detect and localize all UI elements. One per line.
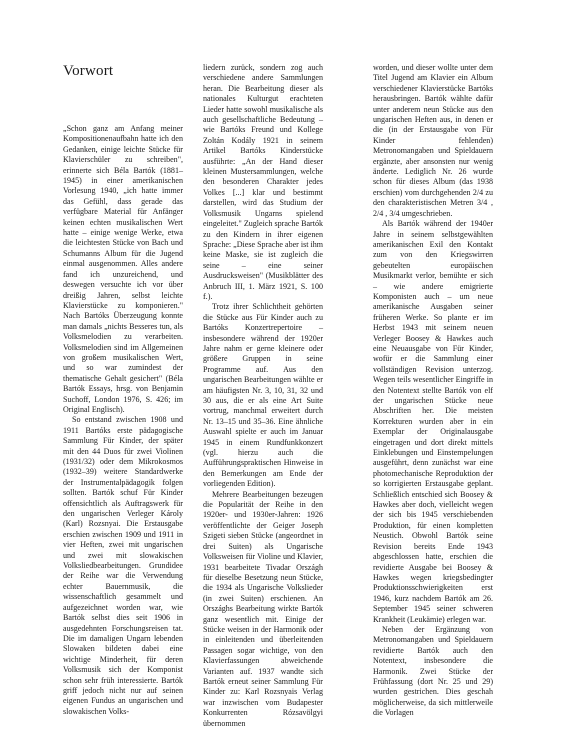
paragraph: Trotz ihrer Schlichtheit gehörten die Stücke aus Für Kinder auch zu Bartóks Konzertrepertoire – insbesondere während der 1920er Jahre nahm er gerne kleinere oder größere Gruppen in seine Programme auf. Aus den ungarischen Bearbeitungen wählte er am häufigsten Nr. 3, 10, 31, 32 und 30 aus, die er als eine Art Suite vortrug, manchmal erweitert durch Nr. 13–15 und 35–36. Eine ähnliche Auswahl spielte er auch im Januar 1945 in einem Rundfunkkonzert (vgl. hierzu auch die Aufführungspraktischen Hinweise in den Bemerkungen am Ende der vorliegenden Edition). — [203, 302, 323, 489]
paragraph: Als Bartók während der 1940er Jahre in seinem selbstgewählten amerikanischen Exil den Kontakt zum von den Kriegswirren gebeutelten europäischen Musikmarkt verlor, bemühte er sich – wie andere emigrierte Komponisten auch – um neue amerikanische Ausgaben seiner früheren Werke. So plante er im Herbst 1943 mit seinem neuen Verleger Boosey & Hawkes auch eine Neuausgabe von Für Kinder, wofür er die Sammlung einer vollständigen Revision unterzog. Wegen teils wesentlicher Eingriffe in den Notentext stellte Bartók von elf der ungarischen Stücke neue Abschriften her. Die meisten Korrekturen wurden aber in ein Exemplar der Originalausgabe eingetragen und dort direkt mittels Einklebungen und Einstempelungen ausgeführt, denn zunächst war eine photomechanische Reproduktion der so korrigierten Erstausgabe geplant. Schließlich entschied sich Boosey & Hawkes aber doch, vielleicht wegen der sich bis 1945 verschiebenden Produktion, für einen kompletten Neustich. Obwohl Bartók seine Revision bereits Ende 1943 abgeschlossen hatte, erschien die revidierte Ausgabe bei Boosey & Hawkes wegen kriegsbedingter Produktionsschwierigkeiten erst 1946, kurz nachdem Bartók am 26. September 1945 seiner schweren Krankheit (Leukämie) erlegen war. — [373, 219, 493, 624]
text-column-2 — [203, 63, 323, 729]
paragraph: Mehrere Bearbeitungen bezeugen die Popularität der Reihe in den 1920er- und 1930er-Jahren: 1926 veröffentlichte der Geiger Joseph Szigeti sieben Stücke (angeordnet in drei Suiten) als Ungarische Volksweisen für Violine und Klavier, 1931 bearbeitete Tivadar Országh für dieselbe Besetzung neun Stücke, die 1934 als Ungarische Volkslieder (in zwei Suiten) erschienen. An Országhs Bearbeitung wirkte Bartók ganz wesentlich mit. Einige der Stücke weisen in der Harmonik oder in einleitenden und überleitenden Passagen sogar wichtige, von den Klavierfassungen abweichende Varianten auf. 1937 wandte sich Bartók erneut seiner Sammlung Für Kinder zu: Karl Rozsnyais Verlag war inzwischen vom Budapester Konkurrenten Rózsavölgyi übernommen — [203, 489, 323, 728]
paragraph: „Schon ganz am Anfang meiner Kompositionenaufbahn hatte ich den Gedanken, einige leichte Stücke für Klavierschüler zu schreiben", erinnerte sich Béla Bartók (1881–1945) in einer amerikanischen Vorlesung 1940, „ich hatte immer das Gefühl, dass gerade das verfügbare Material für Anfänger keinen echten musikalischen Wert hatte – einige wenige Werke, etwa die leichtesten Stücke von Bach und Schumanns Album für die Jugend einmal ausgenommen. Alles andere fand ich unzureichend, und deswegen versuchte ich vor über dreißig Jahren, selbst leichte Klavierstücke zu komponieren." Nach Bartóks Überzeugung konnte man damals „nichts Besseres tun, als Volksmelodien zu verarbeiten. Volksmelodien sind im Allgemeinen von großem musikalischen Wert, und so war zumindest der thematische Gehalt gesichert" (Béla Bartók Essays, hrsg. von Benjamin Suchoff, London 1976, S. 426; im Original Englisch). — [63, 124, 183, 414]
page-title: Vorwort — [63, 63, 114, 79]
text-column-1 — [63, 124, 183, 717]
paragraph: Neben der Ergänzung von Metronomangaben und Spieldauern revidierte Bartók auch den Notentext, insbesondere die Harmonik. Zwei Stücke der Frühfassung (dort Nr. 25 und 29) wurden gestrichen. Dies geschah möglicherweise, da sich mittlerweile die Vorlagen — [373, 624, 493, 718]
paragraph: So entstand zwischen 1908 und 1911 Bartóks erste pädagogische Sammlung Für Kinder, der später mit den 44 Duos für zwei Violinen (1931/32) oder dem Mikrokosmos (1932–39) weitere Standardwerke der Instrumentalpädagogik folgen sollten. Bartók schuf Für Kinder offensichtlich als Auftragswerk für den ungarischen Verleger Károly (Karl) Rozsnyai. Die Erstausgabe erschien zwischen 1909 und 1911 in vier Heften, zwei mit ungarischen und zwei mit slowakischen Volksliedbearbeitungen. Grundidee der Reihe war die Verwendung echter Bauernmusik, die wissenschaftlich gesammelt und aufgezeichnet worden war, wie Bartók selbst dies seit 1906 in ausgedehnten Forschungsreisen tat. Die im damaligen Ungarn lebenden Slowaken bildeten dabei eine wichtige Minderheit, für deren Volksmusik sich der Komponist schon sehr früh interessierte. Bartók griff jedoch nicht nur auf seinen eigenen Fundus an ungarischen und slowakischen Volks- — [63, 415, 183, 716]
paragraph: liedern zurück, sondern zog auch verschiedene andere Sammlungen heran. Die Bearbeitung dieser als nationales Kulturgut erachteten Lieder hatte sowohl musikalische als auch gesellschaftliche Bedeutung – wie Bartóks Freund und Kollege Zoltán Kodály 1921 in seinem Artikel Bartóks Kinderstücke ausführte: „An der Hand dieser kleinen Mustersammlungen, welche den besonderen Charakter jedes Volkes [...] klar und bestimmt darstellen, wird das Studium der Volksmusik Ungarns spielend eingeleitet." Zugleich sprache Bartók zu den Kindern in ihrer eigenen Sprache: „Diese Sprache aber ist ihm keine Maske, sie ist zugleich die seine – eine seiner Ausdrucksweisen" (Musikblätter des Anbruch III, 1. März 1921, S. 100 f.). — [203, 63, 323, 301]
paragraph: worden, und dieser wollte unter dem Titel Jugend am Klavier ein Album verschiedener Klavierstücke Bartóks herausbringen. Bartók wählte dafür unter anderem neun Stücke aus den ungarischen Heften aus, in denen er die (in der Erstausgabe von Für Kinder fehlenden) Metronomangaben und Spieldauern ergänzte, aber ansonsten nur wenig änderte. Lediglich Nr. 26 wurde schon für dieses Album (das 1938 erschien) vom durchgehenden 2/4 zu den charakteristischen Metren 3/4 , 2/4 , 3/4 umgeschrieben. — [373, 63, 493, 218]
text-column-3 — [373, 63, 493, 719]
